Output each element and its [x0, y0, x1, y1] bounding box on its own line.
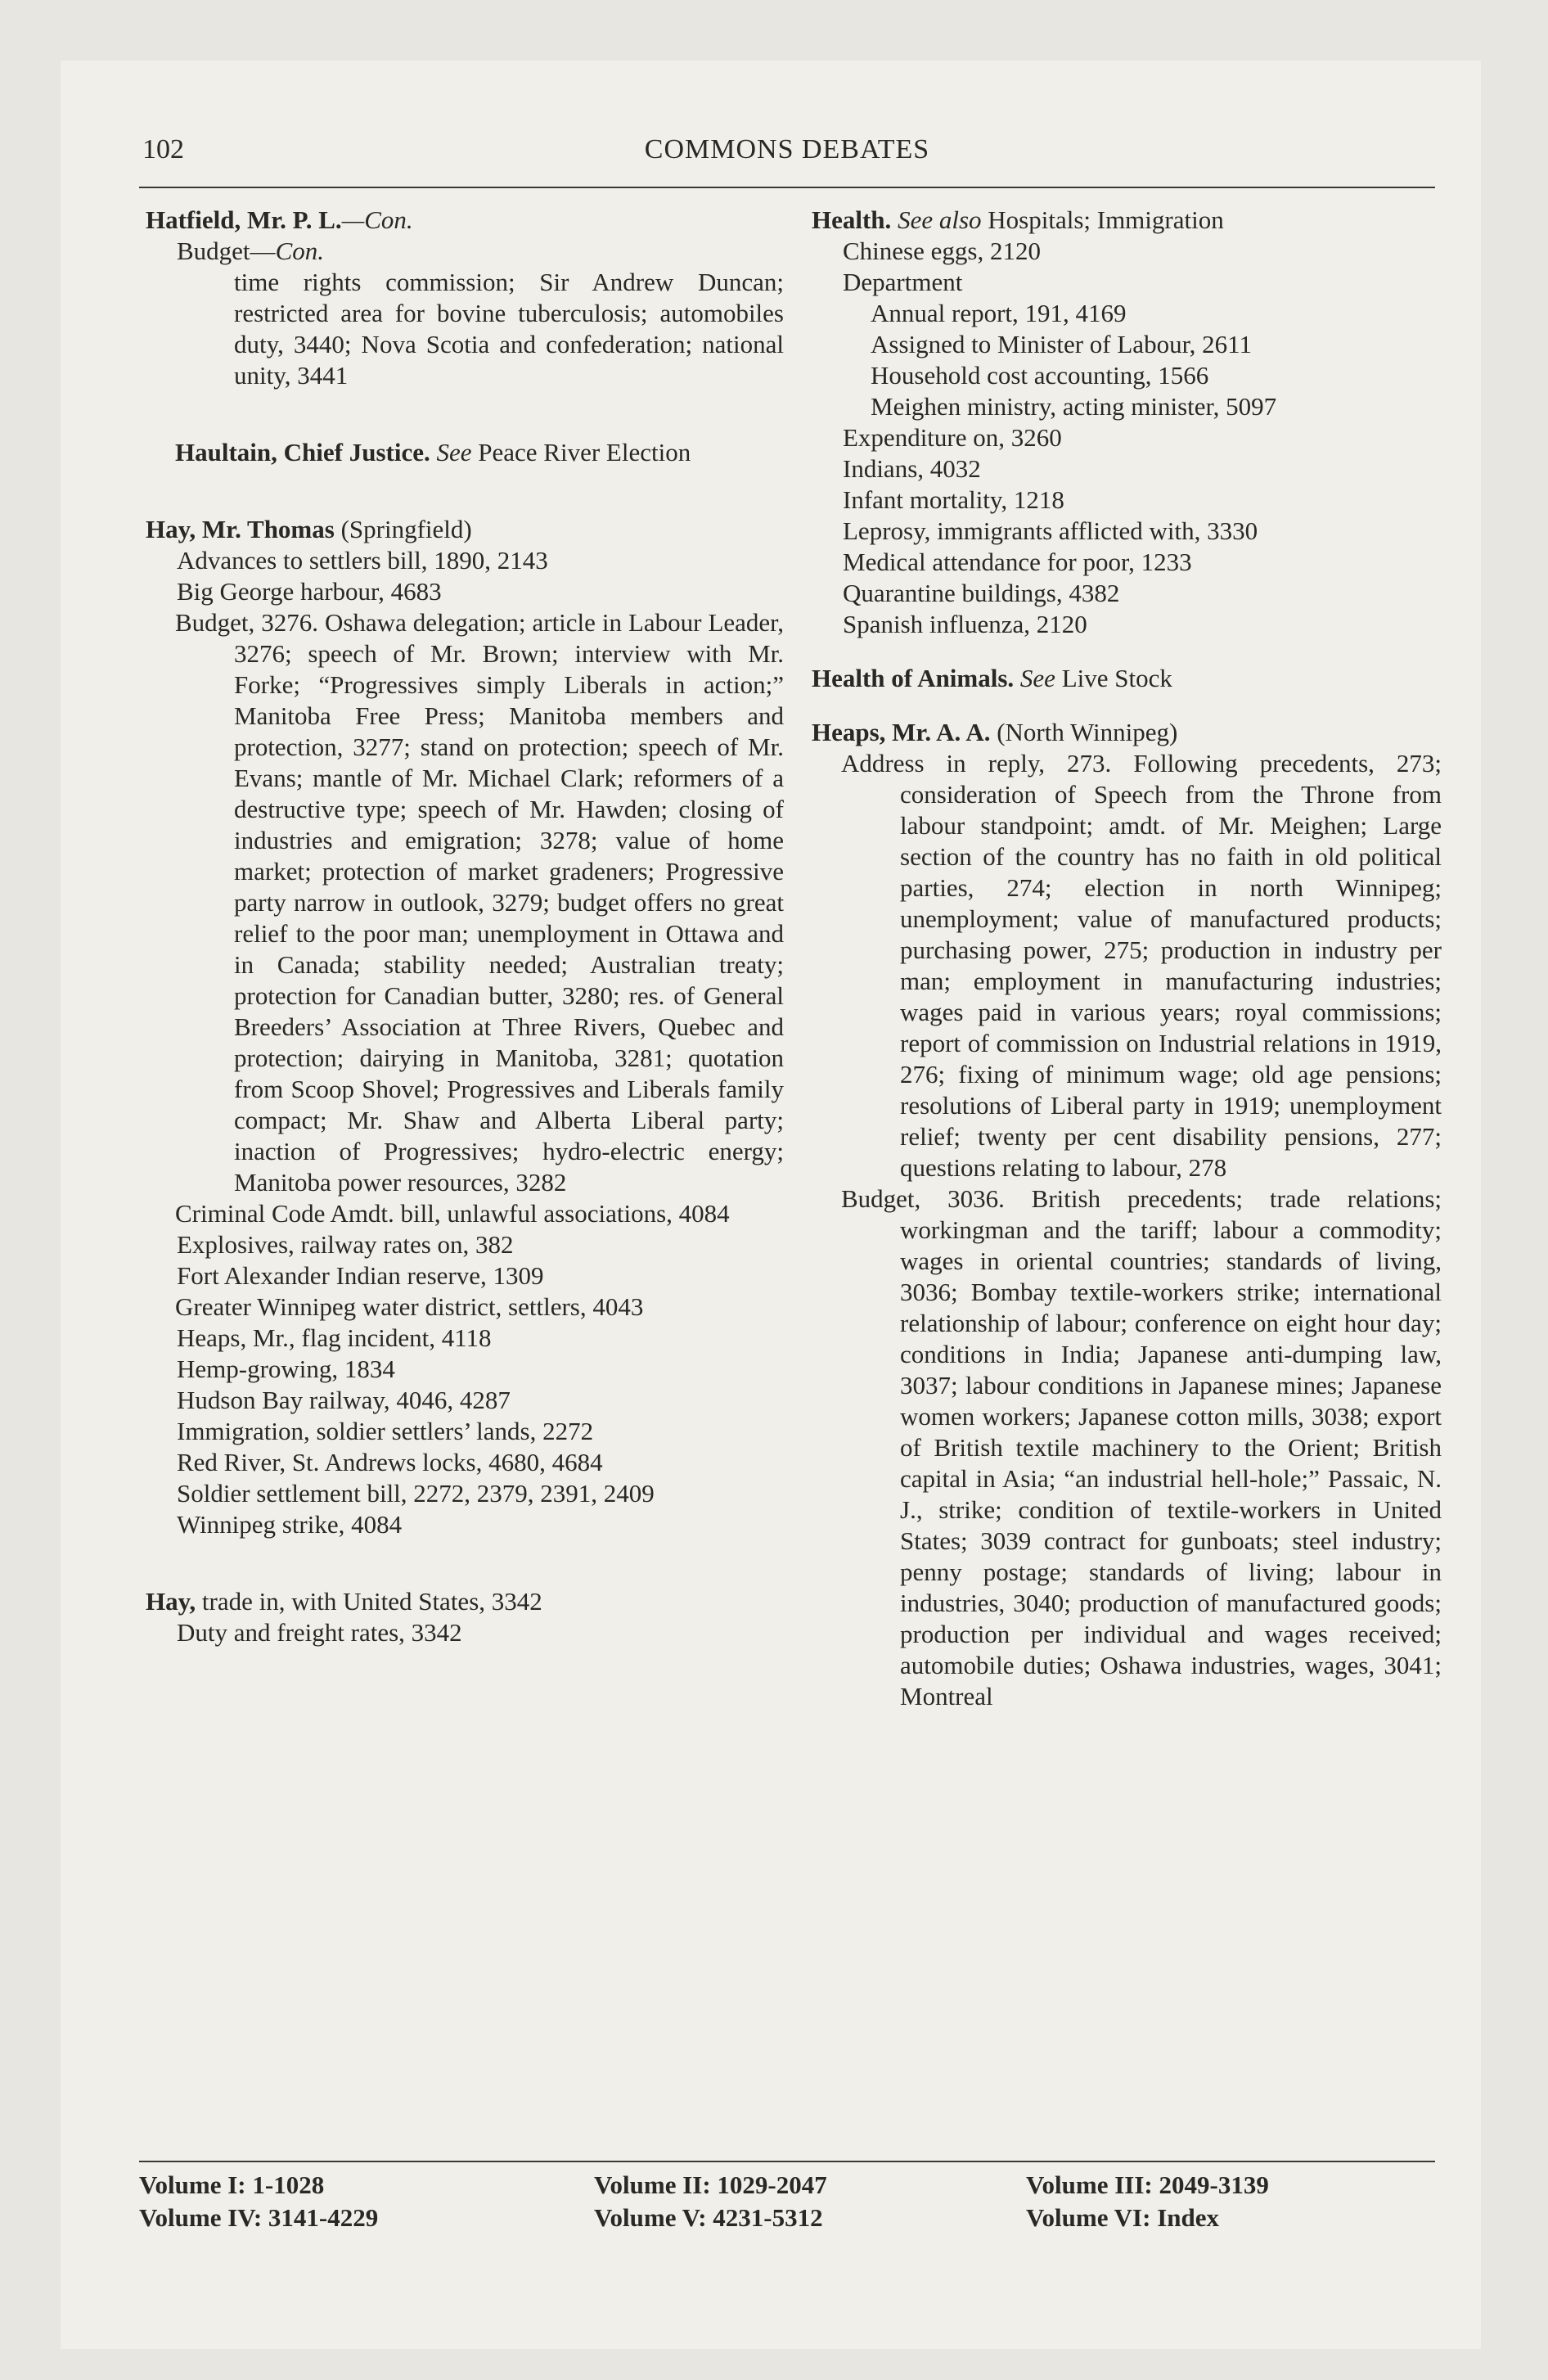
entry-hatfield: [146, 205, 784, 391]
list-item: Advances to settlers bill, 1890, 2143: [177, 546, 548, 575]
volume-label: Volume I: 1-1028: [139, 2170, 325, 2199]
list-item: Chinese eggs, 2120: [843, 237, 1041, 265]
entry-health: [812, 205, 1442, 640]
budget-text: Budget, 3036. British precedents; trade relations; workingman and the tariff; labour a commodity; wages in oriental countries; standards of living, 3036; Bombay textile-workers strike; international relationship of labour; conference on eight hour day; conditions in India; Japanese anti-dumping law, 3037; labour conditions in Japanese mines; Japanese women workers; Japanese cotton mills, 3038; export of British textile machinery to the Orient; British capital in Asia; “an industrial hell-hole;” Passaic, N. J., strike; condition of textile-workers in United States; 3039 contract for gunboats; steel industry; penny postage; standards of living; labour in industries, 3040; production of manufactured goods; production per individual and wages received; automobile duties; Oshawa industries, wages, 3041; Montreal: [841, 1184, 1442, 1711]
budget-text: time rights commission; Sir Andrew Duncan; restricted area for bovine tuberculosis; automobiles duty, 3440; Nova Scotia and confederation; national unity, 3441: [234, 268, 784, 390]
entry-hay: [146, 514, 784, 1540]
list-item: Household cost accounting, 1566: [871, 361, 1209, 390]
right-column: [812, 205, 1442, 1717]
list-item: Spanish influenza, 2120: [843, 610, 1087, 638]
volume-label: Volume II: 1029-2047: [594, 2170, 827, 2199]
entry-heading: Health. See also Hospitals; Immigration: [812, 205, 1224, 234]
list-item: Heaps, Mr., flag incident, 4118: [177, 1323, 492, 1352]
list-item: Infant mortality, 1218: [843, 485, 1064, 514]
left-column: [146, 205, 784, 1653]
footer-rule: [139, 2161, 1435, 2162]
volume-label: Volume V: 4231-5312: [594, 2203, 823, 2232]
page: [61, 61, 1481, 2349]
list-item: Assigned to Minister of Labour, 2611: [871, 330, 1252, 358]
page-title: COMMONS DEBATES: [644, 134, 930, 165]
entry-hay-trade: [146, 1586, 784, 1648]
list-item: Winnipeg strike, 4084: [177, 1510, 403, 1539]
page-header: [139, 131, 1435, 172]
list-item: Red River, St. Andrews locks, 4680, 4684: [177, 1448, 603, 1476]
entry-heading: Hatfield, Mr. P. L.—Con.: [146, 205, 413, 234]
budget-label: Budget—Con.: [177, 237, 324, 265]
footer-volumes-1: [139, 2169, 378, 2234]
budget-text: Budget, 3276. Oshawa delegation; article in Labour Leader, 3276; speech of Mr. Brown; interview with Mr. Forke; “Progressives simply Liberals in action;” Manitoba Free Press; Manitoba members and protection, 3277; stand on protection; speech of Mr. Evans; mantle of Mr. Michael Clark; reformers of a destructive type; speech of Mr. Hawden; closing of industries and emigration; 3278; value of home market; protection of market gradeners; Progressive party narrow in outlook, 3279; budget offers no great relief to the poor man; unemployment in Ottawa and in Canada; stability needed; Australian treaty; protection for Canadian butter, 3280; res. of General Breeders’ Association at Three Rivers, Quebec and protection; dairying in Manitoba, 3281; quotation from Scoop Shovel; Progressives and Liberals family compact; Mr. Shaw and Alberta Liberal party; inaction of Progressives; hydro-electric energy; Manitoba power resources, 3282: [175, 608, 784, 1197]
list-item: Quarantine buildings, 4382: [843, 579, 1120, 607]
list-item: Greater Winnipeg water district, settlers, 4043: [175, 1292, 644, 1321]
entry-heading: Hay, Mr. Thomas (Springfield): [146, 515, 472, 543]
entry-heaps: [812, 717, 1442, 1712]
entry-heading: Hay, trade in, with United States, 3342: [146, 1587, 542, 1616]
list-item: Criminal Code Amdt. bill, unlawful associations, 4084: [175, 1199, 730, 1228]
entry-health-of-animals: Health of Animals. See Live Stock: [812, 664, 1172, 692]
list-item: Indians, 4032: [843, 454, 981, 483]
list-item: Fort Alexander Indian reserve, 1309: [177, 1261, 544, 1290]
volume-label: Volume VI: Index: [1026, 2203, 1219, 2232]
list-item: Immigration, soldier settlers’ lands, 2272: [177, 1417, 594, 1445]
page-number: 102: [142, 134, 184, 165]
list-item: Department: [843, 268, 963, 296]
list-item: Big George harbour, 4683: [177, 577, 442, 606]
list-item: Hemp-growing, 1834: [177, 1355, 395, 1383]
list-item: Annual report, 191, 4169: [871, 299, 1127, 327]
list-item: Hudson Bay railway, 4046, 4287: [177, 1386, 511, 1414]
list-item: Expenditure on, 3260: [843, 423, 1062, 452]
list-item: Duty and freight rates, 3342: [177, 1618, 462, 1647]
volume-label: Volume III: 2049-3139: [1026, 2170, 1269, 2199]
footer-volumes-3: [1026, 2169, 1269, 2234]
list-item: Explosives, railway rates on, 382: [177, 1230, 514, 1259]
entry-heading: Heaps, Mr. A. A. (North Winnipeg): [812, 718, 1178, 746]
volume-label: Volume IV: 3141-4229: [139, 2203, 379, 2232]
list-item: Soldier settlement bill, 2272, 2379, 2391, 2409: [177, 1479, 655, 1508]
header-rule: [139, 187, 1435, 188]
entry-haultain: Haultain, Chief Justice. See Peace River Election: [175, 438, 691, 467]
address-text: Address in reply, 273. Following precedents, 273; consideration of Speech from the Throne from labour standpoint; amdt. of Mr. Meighen; Large section of the country has no faith in old political parties, 274; election in north Winnipeg; unemployment; value of manufactured products; purchasing power, 275; production in industry per man; employment in manufacturing industries; wages paid in various years; royal commissions; report of commission on Industrial relations in 1919, 276; fixing of minimum wage; old age pensions; resolutions of Liberal party in 1919; unemployment relief; twenty per cent disability pensions, 277; questions relating to labour, 278: [841, 749, 1442, 1182]
list-item: Medical attendance for poor, 1233: [843, 548, 1192, 576]
list-item: Leprosy, immigrants afflicted with, 3330: [843, 516, 1258, 545]
footer-volumes-2: [594, 2169, 827, 2234]
list-item: Meighen ministry, acting minister, 5097: [871, 392, 1277, 421]
